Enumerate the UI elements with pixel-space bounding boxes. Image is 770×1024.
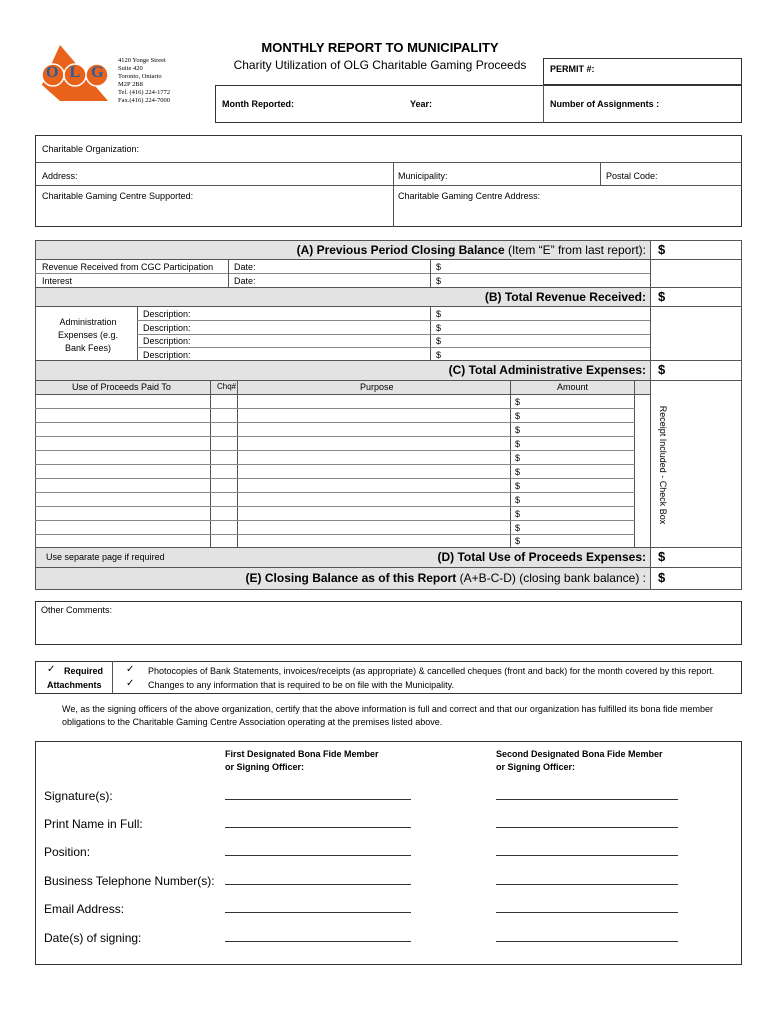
- proceeds-amt-5[interactable]: $: [515, 453, 521, 463]
- other-comments-field[interactable]: Other Comments:: [35, 601, 742, 645]
- email-line-1[interactable]: [225, 912, 411, 913]
- signature-label: Signature(s):: [44, 789, 113, 803]
- page-title: MONTHLY REPORT TO MUNICIPALITY: [261, 40, 499, 55]
- col-purpose: Purpose: [360, 382, 394, 392]
- admin-amt-3[interactable]: $: [436, 336, 442, 346]
- email-label: Email Address:: [44, 902, 125, 916]
- revenue-amount-field[interactable]: $: [436, 262, 442, 272]
- position-line-1[interactable]: [225, 855, 411, 856]
- municipality-field[interactable]: Municipality:: [398, 171, 448, 181]
- item-a-amount[interactable]: $: [658, 242, 666, 257]
- receipt-included-label[interactable]: Receipt Included - Check Box: [658, 405, 668, 525]
- required-label-2: Attachments: [47, 680, 102, 690]
- admin-amt-1[interactable]: $: [436, 309, 442, 319]
- col-use-of-proceeds: Use of Proceeds Paid To: [72, 382, 171, 392]
- revenue-label: Revenue Received from CGC Participation: [42, 262, 214, 272]
- proceeds-amt-8[interactable]: $: [515, 495, 521, 505]
- admin-desc-4[interactable]: Description:: [143, 350, 191, 360]
- cgc-address-field[interactable]: Charitable Gaming Centre Address:: [398, 191, 541, 201]
- telephone-line-1[interactable]: [225, 884, 411, 885]
- print-name-line-1[interactable]: [225, 827, 411, 828]
- required-label-1: Required: [64, 666, 104, 676]
- month-field[interactable]: Month Reported:: [222, 99, 294, 109]
- proceeds-amt-6[interactable]: $: [515, 467, 521, 477]
- item-a-label: (A) Previous Period Closing Balance (Item “E” from last report):: [296, 243, 646, 257]
- page-subtitle: Charity Utilization of OLG Charitable Gaming Proceeds: [233, 58, 527, 72]
- admin-amt-4[interactable]: $: [436, 350, 442, 360]
- report-period-box: [215, 85, 742, 123]
- assignments-field[interactable]: Number of Assignments :: [550, 99, 660, 109]
- attachment-item-2: Changes to any information that is required to be on file with the Municipality.: [148, 680, 454, 690]
- print-name-line-2[interactable]: [496, 827, 678, 828]
- proceeds-amt-3[interactable]: $: [515, 425, 521, 435]
- address-field[interactable]: Address:: [42, 171, 78, 181]
- logo-text: OLG: [46, 64, 115, 81]
- admin-desc-1[interactable]: Description:: [143, 309, 191, 319]
- proceeds-amt-2[interactable]: $: [515, 411, 521, 421]
- permit-field[interactable]: PERMIT #:: [543, 58, 742, 85]
- proceeds-amt-10[interactable]: $: [515, 523, 521, 533]
- check-icon: ✓: [126, 678, 135, 689]
- proceeds-amt-7[interactable]: $: [515, 481, 521, 491]
- email-line-2[interactable]: [496, 912, 678, 913]
- item-c-label: (C) Total Administrative Expenses:: [448, 363, 646, 377]
- col-chq: Chq#: [217, 382, 237, 391]
- cgc-supported-field[interactable]: Charitable Gaming Centre Supported:: [42, 191, 194, 201]
- revenue-date-field[interactable]: Date:: [234, 262, 256, 272]
- item-d-amount[interactable]: $: [658, 549, 666, 564]
- position-line-2[interactable]: [496, 855, 678, 856]
- organization-box: [35, 135, 742, 227]
- position-label: Position:: [44, 845, 91, 859]
- date-signing-label: Date(s) of signing:: [44, 931, 142, 945]
- admin-amt-2[interactable]: $: [436, 323, 442, 333]
- org-name-field[interactable]: Charitable Organization:: [42, 144, 140, 154]
- separate-page-note: Use separate page if required: [46, 552, 165, 562]
- proceeds-amt-4[interactable]: $: [515, 439, 521, 449]
- print-name-label: Print Name in Full:: [44, 817, 143, 831]
- proceeds-amt-9[interactable]: $: [515, 509, 521, 519]
- date-line-1[interactable]: [225, 941, 411, 942]
- item-b-label: (B) Total Revenue Received:: [484, 290, 646, 304]
- admin-desc-3[interactable]: Description:: [143, 336, 191, 346]
- interest-label: Interest: [42, 276, 73, 286]
- signature-line-2[interactable]: [496, 799, 678, 800]
- olg-address: 4120 Yonge Street Suite 420 Toronto, Ontario M2P 2B8 Tel. (416) 224-1772 Fax.(416) 224-7000: [118, 57, 171, 104]
- attachment-item-1: Photocopies of Bank Statements, invoices/receipts (as appropriate) & cancelled cheques (front and back) for the month covered by this report.: [148, 666, 715, 676]
- first-signer-header: First Designated Bona Fide Member or Signing Officer:: [225, 749, 379, 772]
- admin-desc-2[interactable]: Description:: [143, 323, 191, 333]
- certification-text: We, as the signing officers of the above organization, certify that the above information is full and correct and that our organization has fulfilled its bona fide member obligations to the Charitable Gaming Centre Association operating at the premises listed above.: [62, 704, 714, 727]
- item-c-amount[interactable]: $: [658, 362, 666, 377]
- postal-code-field[interactable]: Postal Code:: [606, 171, 658, 181]
- item-b-amount[interactable]: $: [658, 289, 666, 304]
- check-icon: ✓: [126, 664, 135, 675]
- item-d-label: (D) Total Use of Proceeds Expenses:: [437, 550, 646, 564]
- second-signer-header: Second Designated Bona Fide Member or Signing Officer:: [496, 749, 663, 772]
- item-e-label: (E) Closing Balance as of this Report (A+B-C-D) (closing bank balance) :: [245, 571, 646, 585]
- proceeds-amt-11[interactable]: $: [515, 536, 521, 546]
- interest-amount-field[interactable]: $: [436, 276, 442, 286]
- telephone-line-2[interactable]: [496, 884, 678, 885]
- check-icon: ✓: [47, 664, 56, 675]
- telephone-label: Business Telephone Number(s):: [44, 874, 215, 888]
- item-e-amount[interactable]: $: [658, 570, 666, 585]
- proceeds-amt-1[interactable]: $: [515, 397, 521, 407]
- col-amount: Amount: [557, 382, 589, 392]
- interest-date-field[interactable]: Date:: [234, 276, 256, 286]
- olg-logo: [40, 45, 115, 103]
- year-field[interactable]: Year:: [410, 99, 433, 109]
- admin-expenses-label: Administration Expenses (e.g. Bank Fees): [57, 317, 119, 353]
- date-line-2[interactable]: [496, 941, 678, 942]
- signature-line-1[interactable]: [225, 799, 411, 800]
